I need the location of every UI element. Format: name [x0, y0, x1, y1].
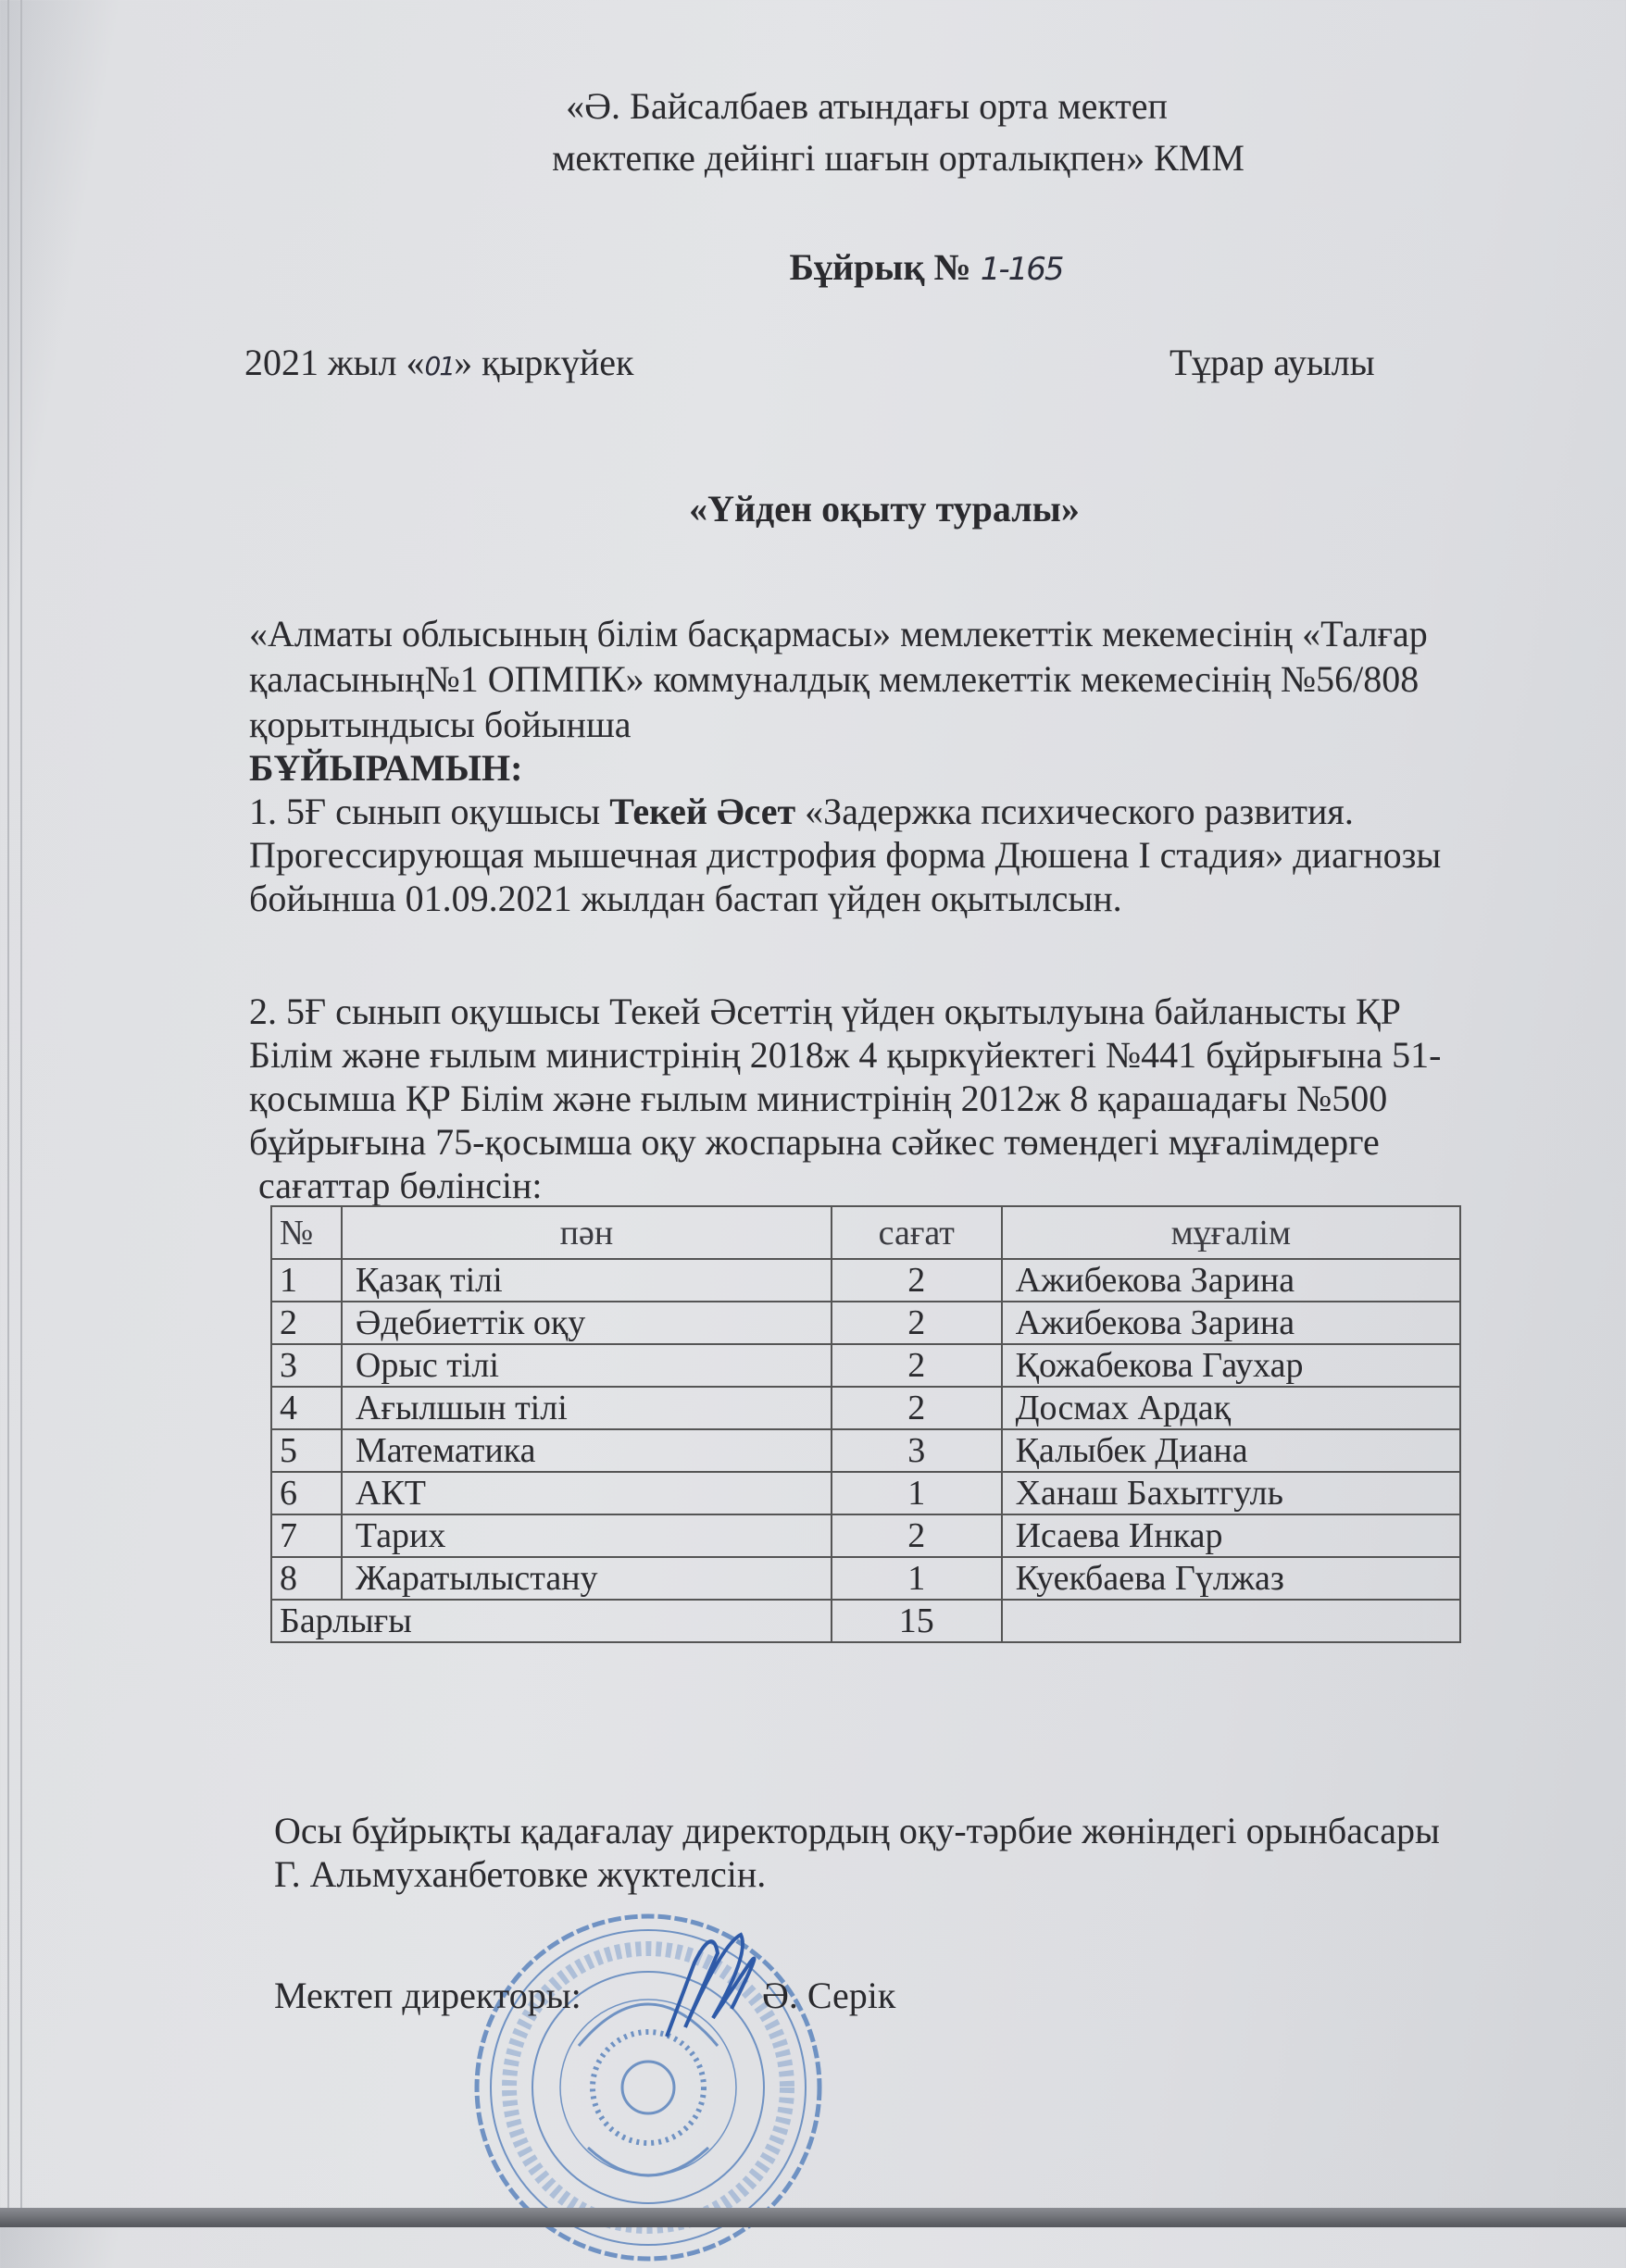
row-hours: 1: [832, 1557, 1002, 1600]
row-number: 8: [271, 1557, 342, 1600]
row-hours: 2: [832, 1259, 1002, 1302]
row-number: 2: [271, 1302, 342, 1344]
org-name-line2: мектепке дейінгі шағын орталықпен» КММ: [552, 137, 1245, 179]
row-teacher: Исаева Инкар: [1002, 1514, 1460, 1557]
row-teacher: Ажибекова Зарина: [1002, 1259, 1460, 1302]
order-title: «Үйден оқыту туралы»: [689, 488, 1080, 530]
row-teacher: Қалыбек Диана: [1002, 1429, 1460, 1472]
order-number: [789, 244, 1062, 293]
director-name: Ә. Серік: [762, 1975, 896, 2016]
row-hours: 2: [832, 1514, 1002, 1557]
row-teacher: Қожабекова Гаухар: [1002, 1344, 1460, 1387]
order-number-handwritten: 1-165: [980, 251, 1063, 288]
row-subject: Әдебиеттік оқу: [342, 1302, 832, 1344]
handwritten-signature: [630, 1925, 778, 2046]
total-teacher-empty: [1002, 1600, 1460, 1642]
header-hours: сағат: [832, 1206, 1002, 1259]
row-teacher: Ажибекова Зарина: [1002, 1302, 1460, 1344]
row-teacher: Куекбаева Гүлжаз: [1002, 1557, 1460, 1600]
row-teacher: Досмах Ардақ: [1002, 1387, 1460, 1429]
item1-diagnosis: «Задержка психического развития.: [795, 791, 1354, 832]
row-number: 3: [271, 1344, 342, 1387]
intro-line: қаласының№1 ОПМПК» коммуналдық мемлекеттік мекемесінің №56/808: [249, 658, 1420, 700]
table-header-row: [271, 1206, 1460, 1259]
table-row: [271, 1344, 1460, 1387]
closing-line: Осы бұйрықты қадағалау директордың оқу-тәрбие жөніндегі орынбасары: [274, 1810, 1440, 1851]
row-hours: 2: [832, 1302, 1002, 1344]
date-day-handwritten: 01: [424, 351, 455, 381]
row-number: 7: [271, 1514, 342, 1557]
row-number: 6: [271, 1472, 342, 1514]
closing-line: Г. Альмуханбетовке жүктелсін.: [274, 1853, 767, 1895]
director-role: Мектеп директоры:: [274, 1975, 582, 2016]
student-name: Текей Әсет: [609, 791, 796, 832]
order-place: Тұрар ауылы: [1169, 342, 1375, 383]
table-row: [271, 1302, 1460, 1344]
row-subject: Қазақ тілі: [342, 1259, 832, 1302]
row-teacher: Ханаш Бахытгуль: [1002, 1472, 1460, 1514]
row-subject: АКТ: [342, 1472, 832, 1514]
table-row: [271, 1387, 1460, 1429]
date-year: 2021 жыл «: [244, 342, 425, 383]
row-subject: Орыс тілі: [342, 1344, 832, 1387]
total-label: Барлығы: [271, 1600, 832, 1642]
row-number: 5: [271, 1429, 342, 1472]
item1-line: [249, 789, 1354, 834]
intro-line: қорытындысы бойынша: [249, 704, 632, 745]
table-row: [271, 1514, 1460, 1557]
row-subject: Жаратылыстану: [342, 1557, 832, 1600]
row-hours: 1: [832, 1472, 1002, 1514]
item2-line: Білім және ғылым министрінің 2018ж 4 қыркүйектегі №441 бұйрығына 51-: [249, 1034, 1442, 1076]
table-row: [271, 1472, 1460, 1514]
order-date: [244, 340, 633, 389]
sleeve-edge: [7, 0, 9, 2227]
item1-prefix: 1. 5Ғ сынып оқушысы: [249, 791, 610, 832]
item2-line: бұйрығына 75-қосымша оқу жоспарына сәйкес төмендегі мұғалімдерге: [249, 1121, 1380, 1163]
item2-line: қосымша ҚР Білім және ғылым министрінің 2012ж 8 қарашадағы №500: [249, 1078, 1388, 1119]
row-hours: 2: [832, 1344, 1002, 1387]
folder-edge: [0, 2208, 1626, 2227]
row-number: 4: [271, 1387, 342, 1429]
date-month: » қыркүйек: [454, 342, 634, 383]
table-row: [271, 1557, 1460, 1600]
order-label: Бұйрық №: [789, 246, 971, 288]
header-subject: пән: [342, 1206, 832, 1259]
order-heading: БҰЙЫРАМЫН:: [249, 747, 523, 789]
row-number: 1: [271, 1259, 342, 1302]
total-hours: 15: [832, 1600, 1002, 1642]
org-name-line1: «Ə. Байсалбаев атындағы орта мектеп: [566, 85, 1168, 127]
row-subject: Математика: [342, 1429, 832, 1472]
header-teacher: мұғалім: [1002, 1206, 1460, 1259]
sleeve-edge: [20, 0, 22, 2227]
item1-line: бойынша 01.09.2021 жылдан бастап үйден оқытылсын.: [249, 878, 1122, 919]
header-number: №: [271, 1206, 342, 1259]
table-row: [271, 1429, 1460, 1472]
row-hours: 3: [832, 1429, 1002, 1472]
item2-line: сағаттар бөлінсін:: [258, 1165, 543, 1206]
intro-line: «Алматы облысының білім басқармасы» мемлекеттік мекемесінің «Талғар: [249, 613, 1428, 654]
row-subject: Тарих: [342, 1514, 832, 1557]
table-row: [271, 1259, 1460, 1302]
row-subject: Ағылшын тілі: [342, 1387, 832, 1429]
table-total-row: [271, 1600, 1460, 1642]
item1-line: Прогессирующая мышечная дистрофия форма Дюшена I стадия» диагнозы: [249, 834, 1442, 876]
hours-table: [270, 1205, 1461, 1643]
item2-line: 2. 5Ғ сынып оқушысы Текей Әсеттің үйден оқытылуына байланысты ҚР: [249, 991, 1401, 1032]
row-hours: 2: [832, 1387, 1002, 1429]
